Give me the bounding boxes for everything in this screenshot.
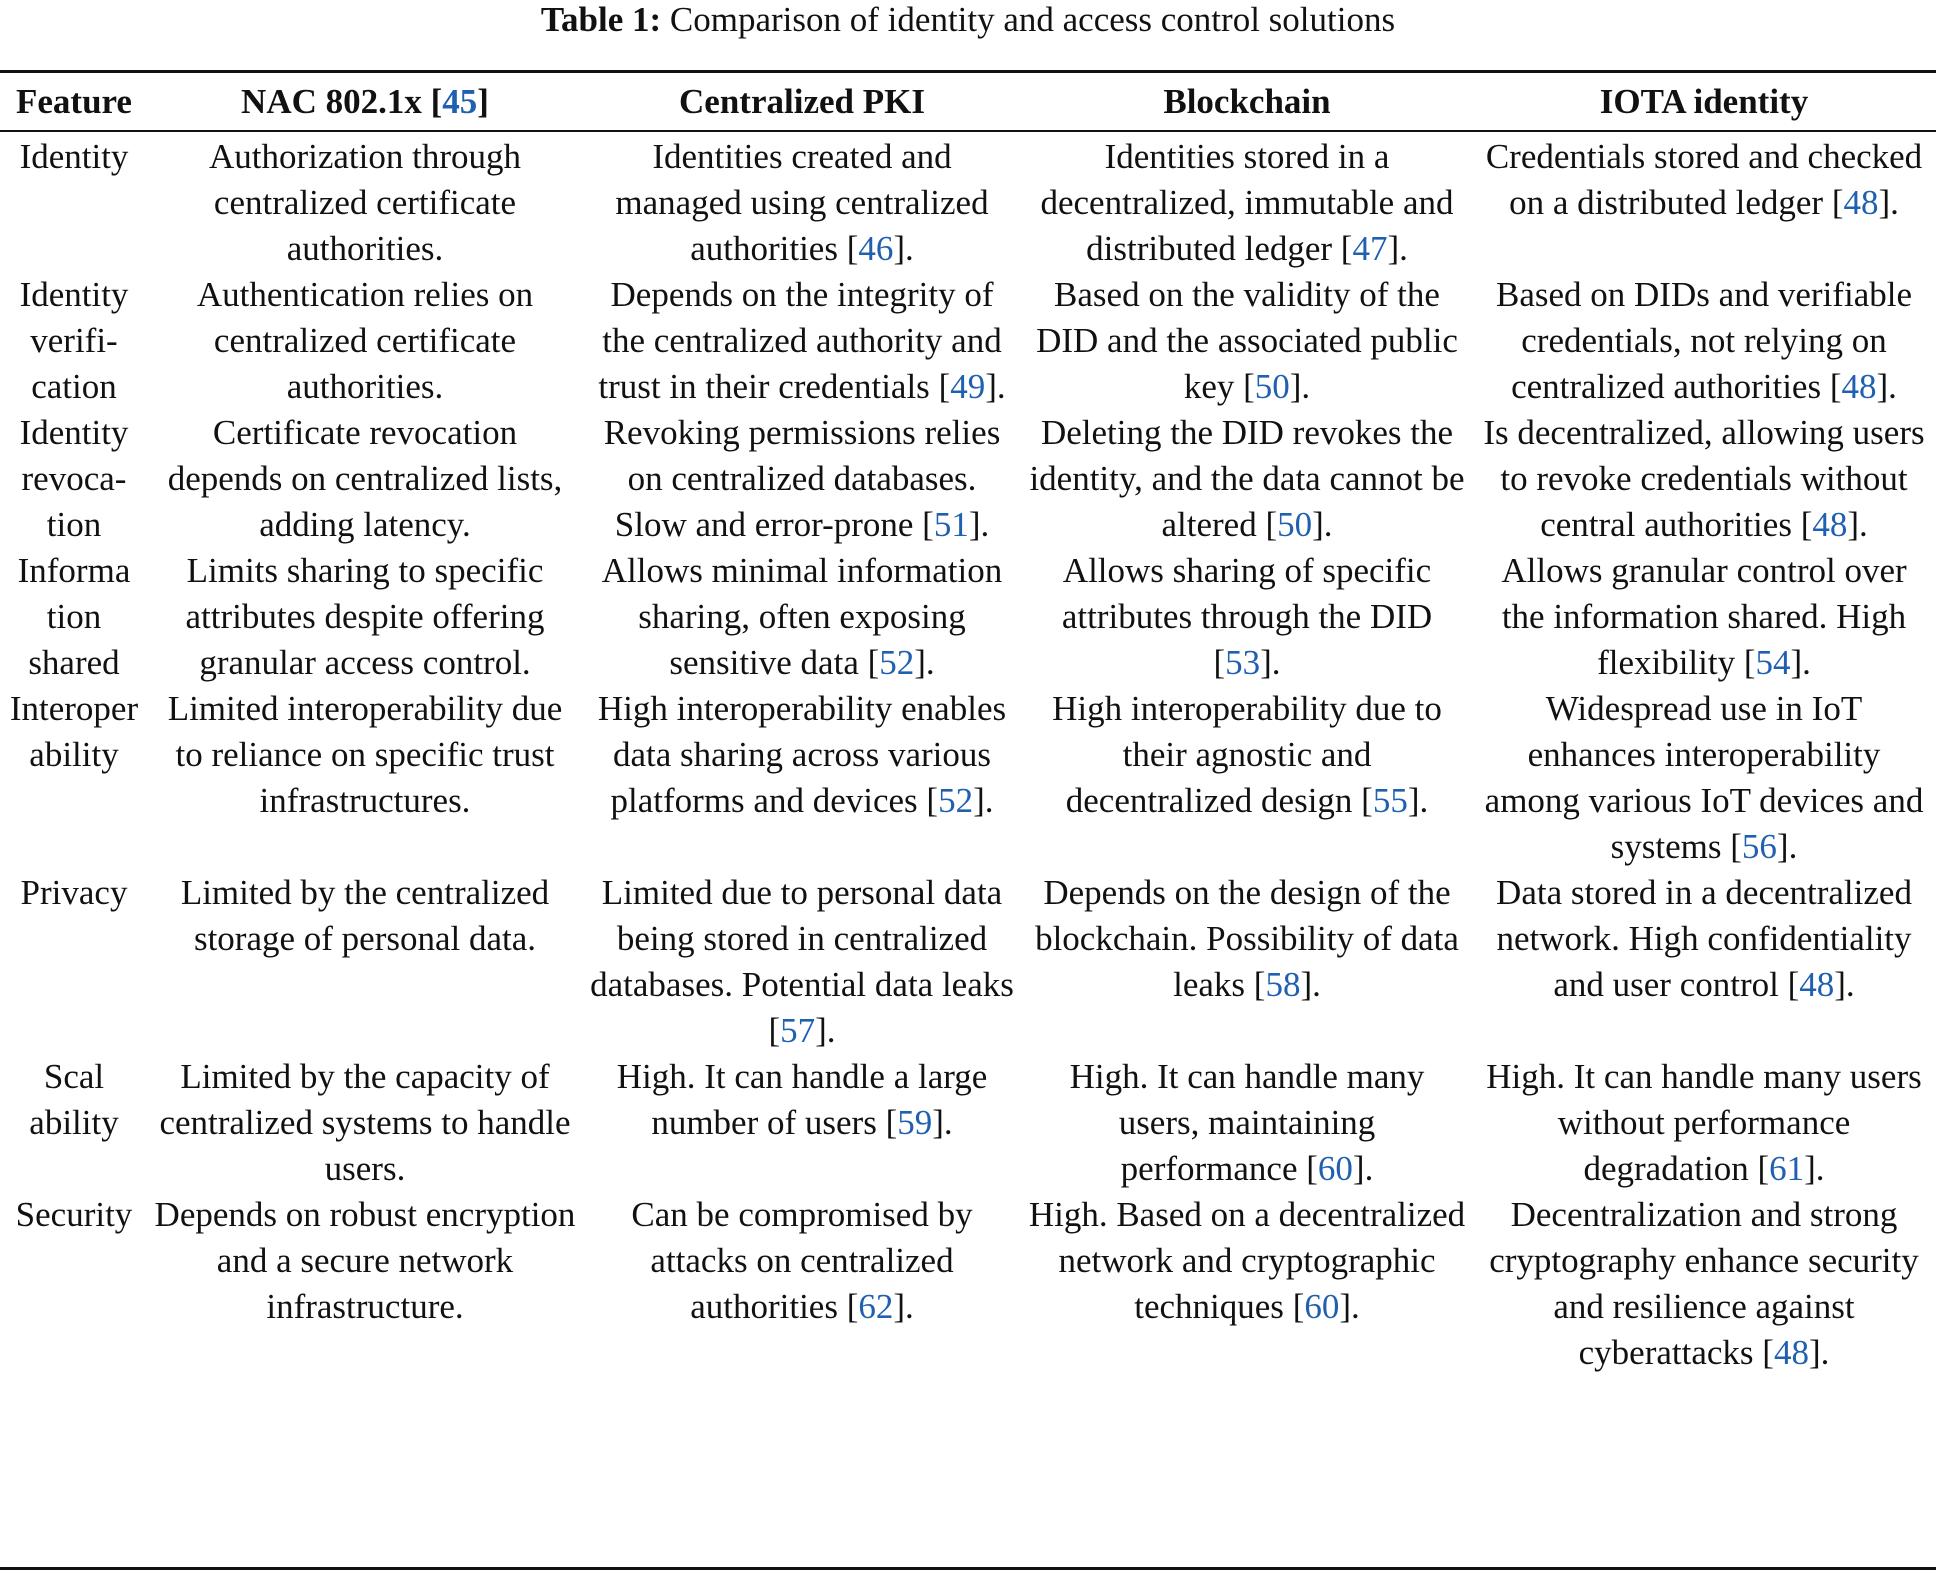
citation-link[interactable]: 60: [1317, 1149, 1353, 1188]
citation-link[interactable]: 57: [780, 1011, 816, 1050]
iota-text: Credentials stored and checked on a distributed ledger: [1485, 137, 1923, 222]
header-row: [0, 73, 1936, 130]
citation-link[interactable]: 48: [1841, 367, 1877, 406]
nac-cell: [148, 410, 582, 548]
nac-cell: [148, 1192, 582, 1376]
nac-text: Limited interoperability due to reliance on specific trust infrastructures.: [167, 689, 563, 820]
feature-cell: Identity revoca-tion: [19, 413, 129, 544]
nac-cell: [148, 686, 582, 870]
iota-text: Widespread use in IoT enhances interoperability among various IoT devices and systems: [1484, 689, 1924, 866]
iota-cell: Allows granular control over the information shared. High flexibility [54].: [1501, 551, 1907, 682]
citation-link[interactable]: 48: [1773, 1333, 1809, 1372]
iota-cell: Decentralization and strong cryptography enhance security and resilience against cyberattacks [48].: [1489, 1195, 1919, 1372]
nac-text: Limited by the capacity of centralized systems to handle users.: [159, 1057, 571, 1188]
table-row: [0, 686, 1936, 870]
blockchain-cell: High interoperability due to their agnostic and decentralized design [55].: [1052, 689, 1442, 820]
feature-cell: Privacy: [20, 873, 128, 912]
pki-cell: High interoperability enables data sharing across various platforms and devices [52].: [597, 689, 1007, 820]
blockchain-text: High. Based on a decentralized network and cryptographic techniques: [1028, 1195, 1466, 1326]
citation-link[interactable]: 49: [950, 367, 986, 406]
iota-cell: High. It can handle many users without performance degradation [61].: [1486, 1057, 1922, 1188]
citation-link[interactable]: 54: [1755, 643, 1791, 682]
iota-text: Is decentralized, allowing users to revoke credentials without central authorities: [1483, 413, 1925, 544]
header-nac-label: NAC 802.1x: [241, 81, 422, 121]
citation-link[interactable]: 60: [1304, 1287, 1340, 1326]
blockchain-text: High interoperability due to their agnostic and decentralized design: [1052, 689, 1442, 820]
blockchain-text: Identities stored in a decentralized, immutable and distributed ledger: [1040, 137, 1454, 268]
caption-text: Comparison of identity and access control solutions: [661, 0, 1396, 39]
blockchain-cell: Allows sharing of specific attributes through the DID [53].: [1061, 551, 1433, 682]
pki-cell: Depends on the integrity of the centralized authority and trust in their credentials [49].: [598, 275, 1006, 406]
iota-text: Decentralization and strong cryptography enhance security and resilience against cyberattacks: [1489, 1195, 1919, 1372]
header-iota: IOTA identity: [1599, 81, 1809, 121]
pki-text: Allows minimal information sharing, often exposing sensitive data: [601, 551, 1003, 682]
pki-text: Can be compromised by attacks on centralized authorities: [631, 1195, 973, 1326]
table-row: [0, 1192, 1936, 1376]
header-nac: NAC 802.1x [45]: [241, 81, 489, 121]
blockchain-cell: Deleting the DID revokes the identity, and the data cannot be altered [50].: [1029, 413, 1465, 544]
pki-text: Depends on the integrity of the centralized authority and trust in their credentials: [598, 275, 1002, 406]
nac-cell: [148, 548, 582, 686]
bottom-rule: [0, 1567, 1936, 1570]
citation-link[interactable]: 58: [1265, 965, 1301, 1004]
iota-text: Based on DIDs and verifiable credentials, not relying on centralized authorities: [1496, 275, 1912, 406]
pki-cell: High. It can handle a large number of users [59].: [616, 1057, 988, 1142]
iota-text: Data stored in a decentralized network. High confidentiality and user control: [1496, 873, 1912, 1004]
caption-label: Table 1:: [540, 0, 662, 39]
pki-cell: Allows minimal information sharing, often exposing sensitive data [52].: [601, 551, 1003, 682]
blockchain-text: High. It can handle many users, maintaining performance: [1069, 1057, 1425, 1188]
feature-cell: Informa tion shared: [17, 551, 131, 682]
nac-cell: [148, 870, 582, 1054]
comparison-table: [0, 73, 1936, 1376]
pki-text: High interoperability enables data sharing across various platforms and devices: [597, 689, 1007, 820]
blockchain-cell: High. Based on a decentralized network and cryptographic techniques [60].: [1028, 1195, 1466, 1326]
nac-text: Authentication relies on centralized certificate authorities.: [196, 275, 534, 406]
feature-cell: Identity verifi-cation: [19, 275, 129, 406]
feature-cell: Scal ability: [29, 1057, 119, 1142]
blockchain-cell: Identities stored in a decentralized, immutable and distributed ledger [47].: [1040, 137, 1454, 268]
citation-link[interactable]: 59: [897, 1103, 933, 1142]
iota-cell: Based on DIDs and verifiable credentials, not relying on centralized authorities [48].: [1496, 275, 1912, 406]
table-row: [0, 548, 1936, 686]
blockchain-text: Allows sharing of specific attributes through the DID: [1061, 551, 1433, 636]
iota-cell: Data stored in a decentralized network. High confidentiality and user control [48].: [1496, 873, 1912, 1004]
header-feature: Feature: [16, 81, 132, 121]
citation-link[interactable]: 47: [1352, 229, 1388, 268]
pki-cell: Identities created and managed using centralized authorities [46].: [615, 137, 989, 268]
feature-cell: Security: [15, 1195, 133, 1234]
citation-link[interactable]: 55: [1372, 781, 1408, 820]
nac-text: Limits sharing to specific attributes despite offering granular access control.: [185, 551, 545, 682]
citation-link[interactable]: 48: [1799, 965, 1835, 1004]
citation-link[interactable]: 48: [1843, 183, 1879, 222]
blockchain-text: Depends on the design of the blockchain. Possibility of data leaks: [1035, 873, 1459, 1004]
header-nac-ref[interactable]: 45: [442, 81, 478, 121]
pki-text: Revoking permissions relies on centralized databases. Slow and error-prone: [603, 413, 1001, 544]
header-pki: Centralized PKI: [679, 81, 925, 121]
pki-cell: Revoking permissions relies on centralized databases. Slow and error-prone [51].: [603, 413, 1001, 544]
header-blockchain: Blockchain: [1163, 81, 1331, 121]
citation-link[interactable]: 52: [938, 781, 974, 820]
citation-link[interactable]: 61: [1769, 1149, 1805, 1188]
table-row: [0, 870, 1936, 1054]
nac-cell: [148, 272, 582, 410]
citation-link[interactable]: 56: [1741, 827, 1777, 866]
blockchain-cell: Depends on the design of the blockchain. Possibility of data leaks [58].: [1035, 873, 1459, 1004]
nac-text: Certificate revocation depends on centralized lists, adding latency.: [167, 413, 563, 544]
nac-text: Depends on robust encryption and a secure network infrastructure.: [154, 1195, 576, 1326]
iota-cell: Credentials stored and checked on a distributed ledger [48].: [1485, 137, 1923, 222]
table-row: [0, 272, 1936, 410]
citation-link[interactable]: 50: [1277, 505, 1313, 544]
citation-link[interactable]: 51: [933, 505, 969, 544]
pki-cell: Limited due to personal data being stored in centralized databases. Potential data leaks [57].: [590, 873, 1014, 1050]
table-body: [0, 130, 1936, 1376]
citation-link[interactable]: 50: [1254, 367, 1290, 406]
table-row: [0, 1054, 1936, 1192]
nac-text: Limited by the centralized storage of personal data.: [180, 873, 550, 958]
citation-link[interactable]: 53: [1225, 643, 1261, 682]
iota-text: High. It can handle many users without performance degradation: [1486, 1057, 1922, 1188]
iota-cell: Widespread use in IoT enhances interoperability among various IoT devices and systems [56].: [1484, 689, 1924, 866]
citation-link[interactable]: 48: [1812, 505, 1848, 544]
pki-text: Identities created and managed using centralized authorities: [615, 137, 989, 268]
nac-cell: [148, 1054, 582, 1192]
table-row: [0, 130, 1936, 272]
table-caption: [0, 0, 1936, 40]
pki-text: High. It can handle a large number of users: [616, 1057, 988, 1142]
table-row: [0, 410, 1936, 548]
nac-text: Authorization through centralized certificate authorities.: [208, 137, 522, 268]
blockchain-text: Deleting the DID revokes the identity, and the data cannot be altered: [1029, 413, 1465, 544]
pki-cell: Can be compromised by attacks on centralized authorities [62].: [631, 1195, 973, 1326]
blockchain-text: Based on the validity of the DID and the associated public key: [1036, 275, 1458, 406]
nac-cell: [148, 130, 582, 272]
blockchain-cell: Based on the validity of the DID and the associated public key [50].: [1036, 275, 1458, 406]
citation-link[interactable]: 46: [858, 229, 894, 268]
feature-cell: Interoper ability: [9, 689, 139, 774]
citation-link[interactable]: 52: [879, 643, 915, 682]
blockchain-cell: High. It can handle many users, maintaining performance [60].: [1069, 1057, 1425, 1188]
iota-text: Allows granular control over the information shared. High flexibility: [1501, 551, 1907, 682]
feature-cell: Identity: [19, 137, 129, 176]
pki-text: Limited due to personal data being stored in centralized databases. Potential data leaks: [590, 873, 1014, 1004]
iota-cell: Is decentralized, allowing users to revoke credentials without central authorities [48].: [1483, 413, 1925, 544]
citation-link[interactable]: 62: [858, 1287, 894, 1326]
